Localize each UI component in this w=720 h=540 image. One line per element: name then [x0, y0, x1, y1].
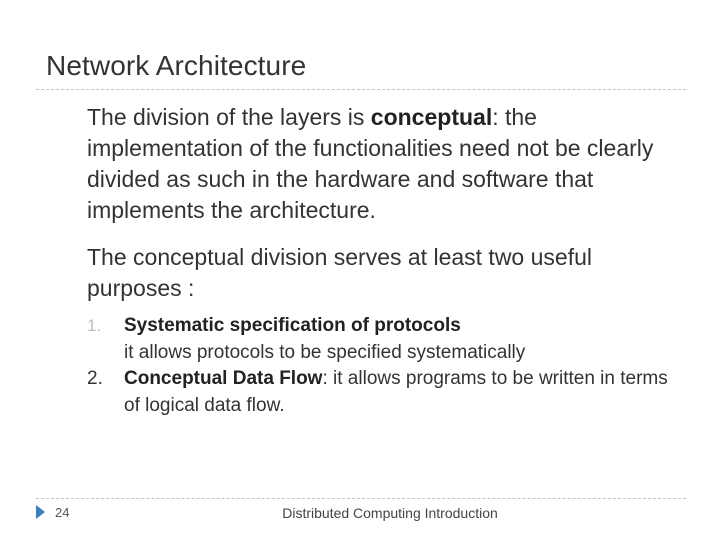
- paragraph-1: [87, 102, 687, 226]
- paragraph-2: The conceptual division serves at least two useful purposes :: [87, 244, 592, 301]
- footer-title: Distributed Computing Introduction: [282, 505, 498, 521]
- list-item: [87, 313, 687, 366]
- list-item: [87, 366, 687, 419]
- paragraph-1-after: : the implementation of the functionalities need not be clearly divided as such in the hardware and software that implements the architecture.: [87, 104, 654, 223]
- title-divider: [36, 89, 686, 90]
- paragraph-1-before: The division of the layers is: [87, 104, 371, 130]
- list-item-number: 2.: [87, 368, 103, 389]
- footer-divider: [36, 498, 686, 499]
- list-item-number: 1.: [87, 316, 102, 335]
- numbered-list: [87, 313, 687, 419]
- list-item-bold: Systematic specification of protocols: [124, 315, 461, 336]
- paragraph-1-bold: conceptual: [370, 104, 493, 130]
- page-number: 24: [55, 505, 70, 520]
- list-item-bold: Conceptual Data Flow: [124, 368, 323, 389]
- list-item-text: it allows protocols to be specified systematically: [124, 341, 526, 363]
- slide-title: Network Architecture: [46, 50, 307, 81]
- list-item-text: : it allows programs to be written in terms of logical data flow.: [124, 368, 668, 416]
